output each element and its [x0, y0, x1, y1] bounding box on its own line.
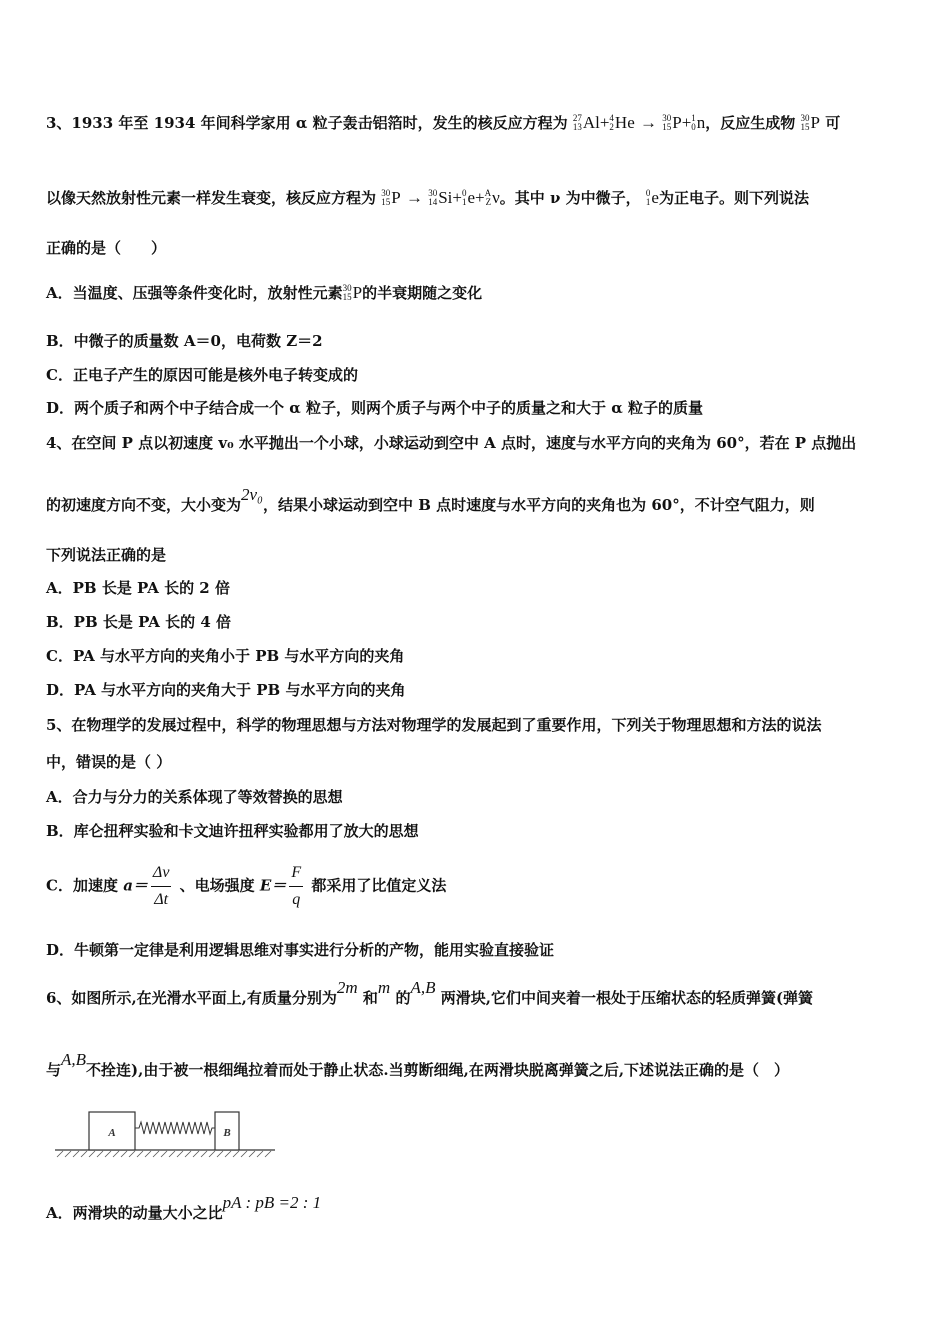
q3-line1: 3、1933 年至 1934 年间科学家用 α 粒子轰击铝箔时，发生的核反应方程为 27 13 Al+ 4 2 He → 30 15 P+ 1 0 n，反应生成物 30 15 P 可	[46, 113, 841, 132]
spring-diagram	[55, 1108, 275, 1160]
acceleration-symbol: a＝	[123, 876, 148, 895]
q4-line1: 4、在空间 P 点以初速度 v₀ 水平抛出一个小球，小球运动到空中 A 点时，速度与水平方向的夹角为 60°，若在 P 点抛出	[46, 434, 857, 452]
eq2-p-nuclide: 30 15 P	[381, 188, 401, 207]
q3-option-c: C．正电子产生的原因可能是核外电子转变成的	[46, 366, 358, 384]
q5-option-a: A．合力与分力的关系体现了等效替换的思想	[46, 788, 343, 806]
arrow: →	[405, 188, 423, 207]
positron-nuclide: 0 1 e	[645, 188, 659, 207]
q5-option-d: D．牛顿第一定律是利用逻辑思维对事实进行分析的产物，能用实验直接验证	[46, 941, 555, 959]
momentum-ratio: pA : pB =2 : 1	[222, 1193, 322, 1212]
q4-line2: 的初速度方向不变，大小变为2v₀，结果小球运动到空中 B 点时速度与水平方向的夹角也为 60°，不计空气阻力，则	[46, 485, 815, 514]
q4-line3: 下列说法正确的是	[46, 546, 167, 564]
p-nuclide: 30 15 P	[342, 283, 363, 302]
q4-option-d: D．PA 与水平方向的夹角大于 PB 与水平方向的夹角	[46, 681, 406, 699]
plus-sign: +	[475, 188, 485, 207]
q4-option-b: B．PB 长是 PA 长的 4 倍	[46, 613, 232, 631]
eq1-al-nuclide: 27 13 Al	[572, 113, 600, 132]
plus-sign: +	[681, 113, 692, 132]
mass-2m: 2m	[336, 978, 358, 997]
eq1-n-nuclide: 1 0 n	[691, 113, 706, 132]
q5-option-c: C．加速度 a＝ $\frac{\Delta v}{\Delta t}$ 、电场强度 E＝ $\frac{F}{q}$ 都采用了比值定义法	[46, 862, 446, 911]
q6-line2: 与A,B不拴连),由于被一根细绳拉着而处于静止状态.当剪断细绳,在两滑块脱离弹簧之后,下述说法正确的是（ ）	[46, 1050, 790, 1079]
spring-blocks-figure	[55, 1108, 275, 1160]
q4-option-c: C．PA 与水平方向的夹角小于 PB 与水平方向的夹角	[46, 647, 405, 665]
q5-line1: 5、在物理学的发展过程中，科学的物理思想与方法对物理学的发展起到了重要作用，下列关于物理思想和方法的说法	[46, 716, 822, 734]
ground-hatching	[57, 1151, 271, 1157]
arrow: →	[639, 113, 657, 132]
q5-option-b: B．库仑扭秤实验和卡文迪许扭秤实验都用了放大的思想	[46, 822, 419, 840]
blocks-ab: A,B	[410, 978, 436, 997]
eq1-p-nuclide: 30 15 P	[662, 113, 682, 132]
eq2-e-nuclide: 0 1 e	[461, 188, 476, 207]
q3-option-d: D．两个质子和两个中子结合成一个 α 粒子，则两个质子与两个中子的质量之和大于 α 粒子的质量	[46, 399, 703, 417]
q6-line1: 6、如图所示,在光滑水平面上,有质量分别为2m 和m 的A,B 两滑块,它们中间夹着一根处于压缩状态的轻质弹簧(弹簧	[46, 978, 814, 1007]
eq2-v-nuclide: A Z ν	[484, 188, 500, 207]
eq2-si-nuclide: 30 14 Si	[428, 188, 453, 207]
block-b-label: B	[223, 1127, 231, 1139]
p-nuclide: 30 15 P	[800, 113, 820, 132]
velocity-2v0: 2v₀	[241, 485, 263, 504]
q3-line3: 正确的是（ ）	[46, 239, 167, 257]
q3-option-a: A．当温度、压强等条件变化时，放射性元素 30 15 P的半衰期随之变化	[46, 283, 483, 302]
plus-sign: +	[452, 188, 462, 207]
q3-text: 3、1933 年至 1934 年间科学家用 α 粒子轰击铝箔时，发生的核反应方程为	[46, 114, 568, 132]
eq1-he-nuclide: 4 2 He	[609, 113, 635, 132]
blocks-ab: A,B	[61, 1050, 87, 1069]
mass-m: m	[377, 978, 391, 997]
q6-option-a: A．两滑块的动量大小之比pA : pB =2 : 1	[46, 1193, 322, 1222]
compressed-spring	[135, 1122, 215, 1134]
q3-option-b: B．中微子的质量数 A＝0，电荷数 Z＝2	[46, 332, 323, 350]
field-symbol: E＝	[259, 876, 287, 895]
q4-option-a: A．PB 长是 PA 长的 2 倍	[46, 579, 230, 597]
acceleration-fraction: $\frac{\Delta v}{\Delta t}$	[152, 864, 170, 908]
q5-line2: 中，错误的是（ ）	[46, 753, 172, 771]
q3-line2: 以像天然放射性元素一样发生衰变，核反应方程为 30 15 P → 30 14 Si+ 0 1 e+ A Z ν。其中 ν 为中微子， 0 1 e为正电子。则下列说法	[46, 188, 809, 207]
plus-sign: +	[599, 113, 610, 132]
field-fraction: $\frac{F}{q}$	[291, 864, 302, 908]
block-a-label: A	[108, 1127, 116, 1139]
